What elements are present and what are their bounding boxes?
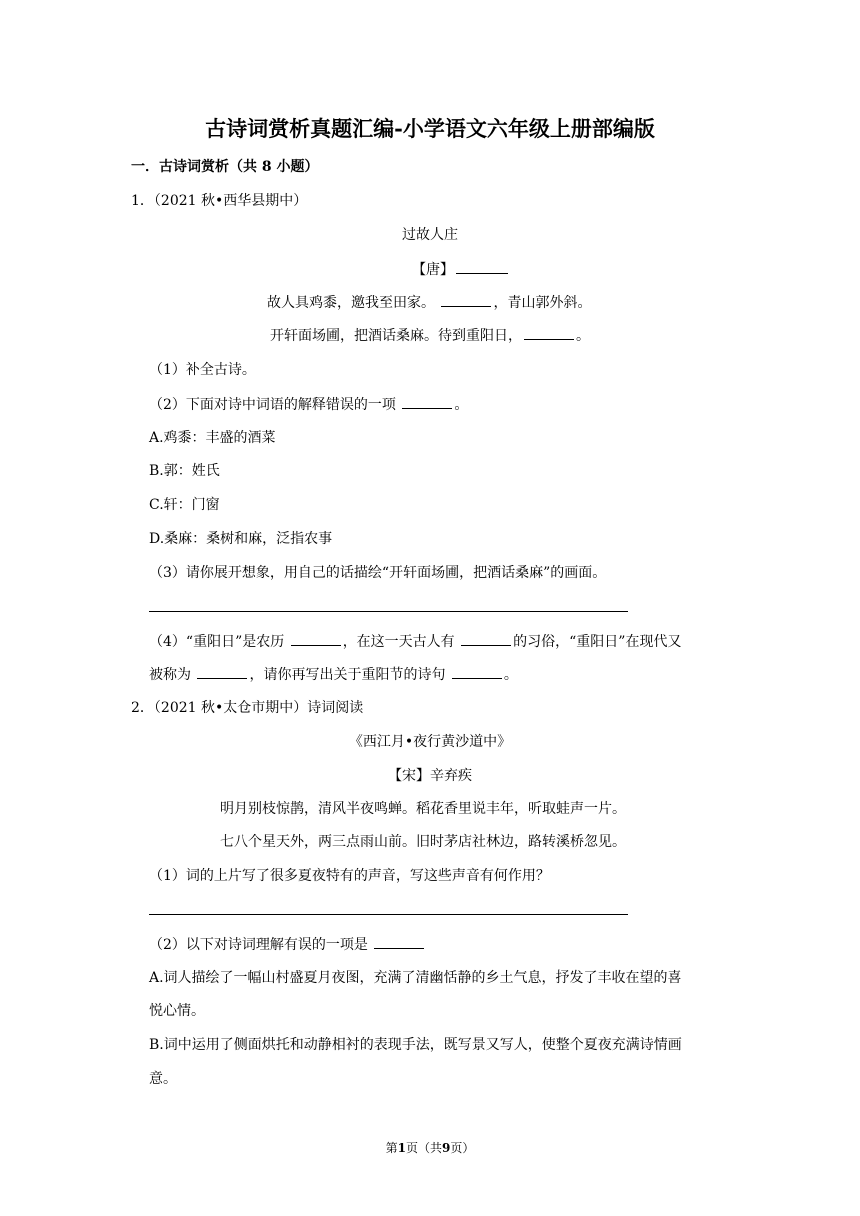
q1-line1-a: 故人具鸡黍，邀我至田家。 [267, 295, 435, 311]
q1-sub4-a: （4）“重阳日”是农历 [149, 634, 285, 650]
q2-option-a-line1: A.词人描绘了一幅山村盛夏月夜图，充满了清幽恬静的乡土气息，抒发了丰收在望的喜 [149, 970, 682, 986]
q2-author: 【宋】辛弃疾 [388, 768, 472, 784]
footer-pre: 第 [385, 1141, 398, 1155]
page-footer [0, 1140, 860, 1156]
q1-line2-blank[interactable] [524, 326, 574, 340]
q1-sub4-line1 [149, 632, 681, 651]
q1-sub2-blank[interactable] [402, 395, 452, 409]
q1-poem-title: 过故人庄 [402, 227, 458, 243]
q1-poem-line1 [267, 293, 591, 312]
footer-page-number: 1 [397, 1141, 406, 1155]
q1-option-b: B.郭：姓氏 [149, 463, 220, 479]
q2-sub1: （1）词的上片写了很多夏夜特有的声音，写这些声音有何作用？ [149, 868, 550, 884]
q2-option-b-line2: 意。 [149, 1071, 177, 1087]
q2-sub2-line [149, 935, 426, 954]
q2-sub2-blank[interactable] [374, 935, 424, 949]
q2-option-a-line2: 悦心情。 [149, 1003, 205, 1019]
q1-sub4-blank2[interactable] [461, 632, 511, 646]
q2-poem-line2: 七八个星天外，两三点雨山前。旧时茅店社林边，路转溪桥忽见。 [220, 834, 626, 850]
q1-sub2-line [149, 395, 468, 414]
q1-poem-line2 [270, 326, 590, 345]
q2-sub2: （2）以下对诗词理解有误的一项是 [149, 937, 368, 953]
q1-sub2-end: 。 [454, 397, 469, 413]
footer-mid: 页（共 [405, 1141, 442, 1155]
q1-author-blank[interactable] [456, 260, 508, 274]
q1-dynasty-line [412, 260, 510, 279]
q1-line1-b: ，青山郭外斜。 [493, 295, 592, 311]
q1-line2-a: 开轩面场圃，把酒话桑麻。待到重阳日， [270, 328, 522, 344]
q1-sub4-b: ，在这一天古人有 [342, 634, 455, 650]
q2-answer-line[interactable] [149, 914, 628, 915]
q1-sub4-f: 。 [503, 667, 518, 683]
footer-post: 页） [450, 1141, 475, 1155]
q1-answer-line[interactable] [149, 611, 628, 612]
q1-sub4-e: ，请你再写出关于重阳节的诗句 [249, 667, 446, 683]
q2-poem-line1: 明月别枝惊鹊，清风半夜鸣蝉。稻花香里说丰年，听取蛙声一片。 [220, 801, 626, 817]
q1-sub2: （2）下面对诗中词语的解释错误的一项 [149, 397, 396, 413]
q1-option-a: A.鸡黍：丰盛的酒菜 [149, 430, 276, 446]
q1-sub1: （1）补全古诗。 [149, 362, 256, 378]
document-title: 古诗词赏析真题汇编-小学语文六年级上册部编版 [205, 116, 655, 141]
q2-poem-title: 《西江月•夜行黄沙道中》 [348, 734, 512, 750]
section-heading: 一．古诗词赏析（共 8 小题） [131, 159, 319, 175]
q1-dynasty: 【唐】 [412, 262, 454, 278]
q1-sub4-d: 被称为 [149, 667, 191, 683]
q1-sub4-blank4[interactable] [452, 665, 502, 679]
q2-option-b-line1: B.词中运用了侧面烘托和动静相衬的表现手法，既写景又写人，使整个夏夜充满诗情画 [149, 1037, 682, 1053]
q2-header: 2．（2021 秋•太仓市期中）诗词阅读 [131, 700, 364, 716]
q1-sub4-c: 的习俗，“重阳日”在现代又 [513, 634, 682, 650]
q1-option-c: C.轩：门窗 [149, 497, 220, 513]
q1-sub3: （3）请你展开想象，用自己的话描绘“开轩面场圃，把酒话桑麻”的画面。 [149, 565, 607, 581]
q1-header: 1．（2021 秋•西华县期中） [131, 193, 308, 209]
q1-line1-blank[interactable] [441, 293, 491, 307]
q1-sub4-blank3[interactable] [197, 665, 247, 679]
q1-option-d: D.桑麻：桑树和麻，泛指农事 [149, 531, 333, 547]
q1-sub4-line2 [149, 665, 518, 684]
footer-total-pages: 9 [442, 1141, 451, 1155]
q1-sub4-blank1[interactable] [291, 632, 341, 646]
q1-line2-b: 。 [576, 328, 590, 344]
